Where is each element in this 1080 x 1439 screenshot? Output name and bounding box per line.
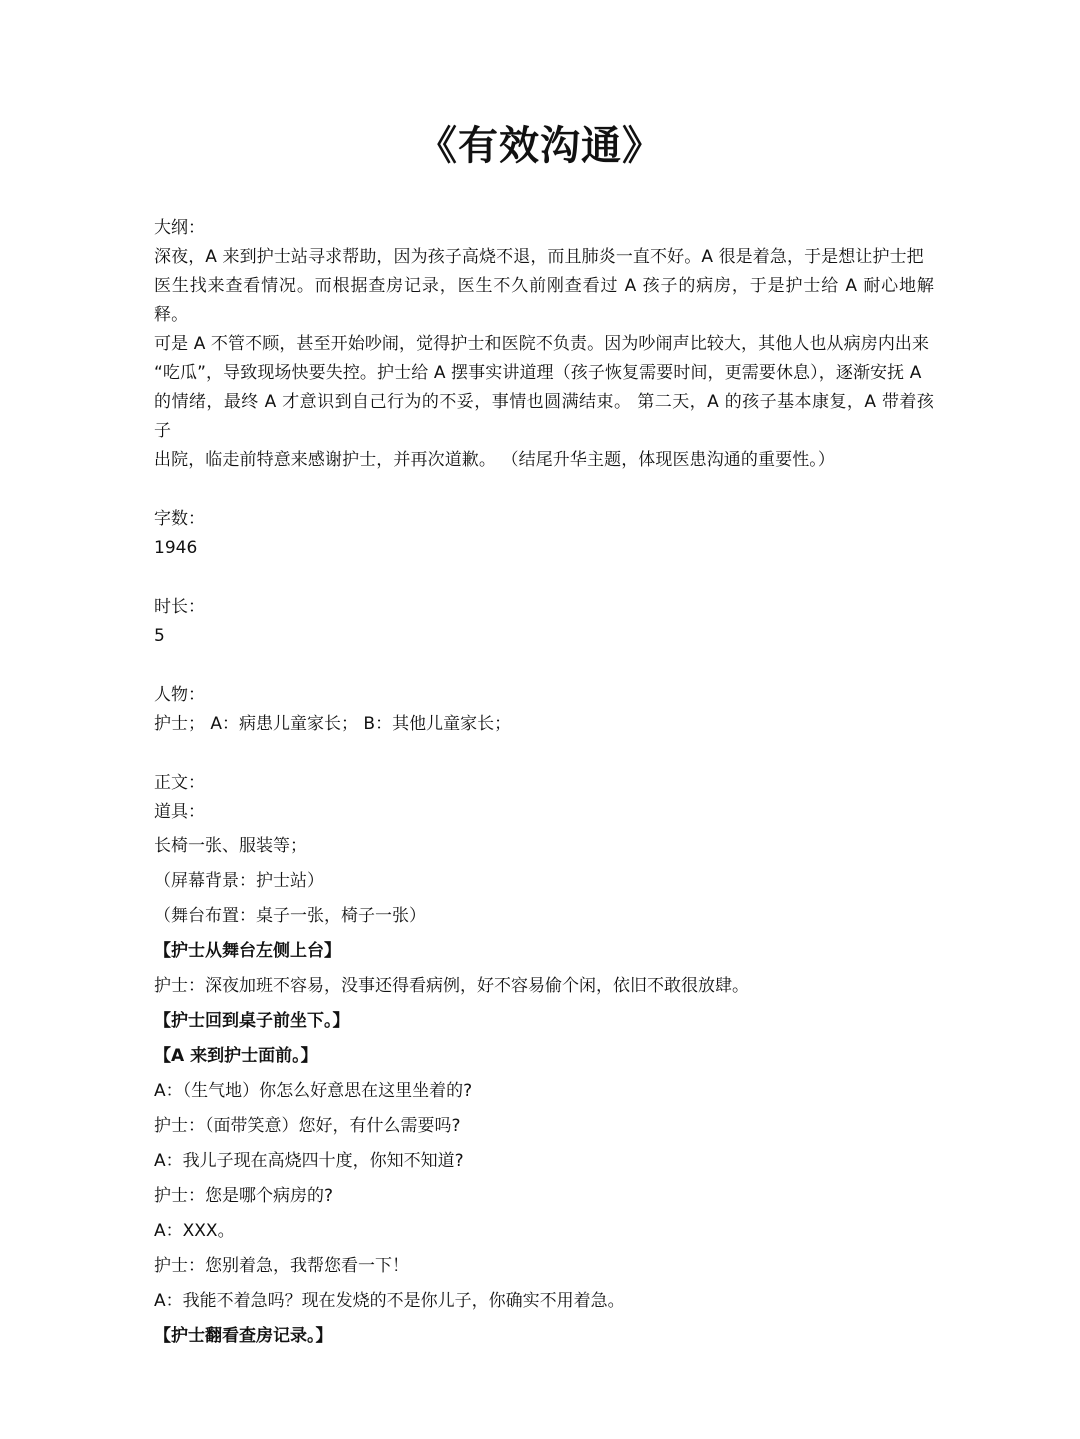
characters-value: 护士； A：病患儿童家长； B：其他儿童家长； [154, 714, 512, 734]
document-content [154, 214, 934, 1354]
stage-direction: 【护士从舞台左侧上台】 [154, 941, 341, 961]
outline-text [154, 243, 934, 475]
dialogue-line: 护士：深夜加班不容易，没事还得看病例，好不容易偷个闲，依旧不敢很放肆。 [154, 976, 749, 996]
stage-note: （屏幕背景：护士站） [154, 871, 324, 891]
stage-note: （舞台布置：桌子一张，椅子一张） [154, 906, 426, 926]
dialogue-line: 护士：（面带笑意）您好，有什么需要吗? [154, 1116, 461, 1136]
stage-direction: 【护士翻看查房记录。】 [154, 1326, 333, 1346]
outline-line: 医生找来查看情况。而根据查房记录，医生不久前刚查看过 A 孩子的病房，于是护士给 A 耐心地解释。 [154, 276, 934, 325]
dialogue-line: A：（生气地）你怎么好意思在这里坐着的? [154, 1081, 473, 1101]
dialogue-line: A：XXX。 [154, 1221, 235, 1241]
dialogue-line: 护士：您是哪个病房的? [154, 1186, 334, 1206]
outline-line: 深夜，A 来到护士站寻求帮助，因为孩子高烧不退，而且肺炎一直不好。A 很是着急，于是想让护士把 [154, 247, 924, 267]
word-count-label: 字数： [154, 509, 205, 529]
word-count-value: 1946 [154, 538, 198, 558]
outline-line: 出院，临走前特意来感谢护士，并再次道歉。 （结尾升华主题，体现医患沟通的重要性。） [154, 450, 836, 470]
dialogue-line: 护士：您别着急，我帮您看一下！ [154, 1256, 409, 1276]
duration-label: 时长： [154, 597, 205, 617]
characters-label: 人物： [154, 685, 205, 705]
props-value: 长椅一张、服装等； [154, 836, 307, 856]
body-text [154, 798, 934, 1354]
outline-line: 可是 A 不管不顾，甚至开始吵闹，觉得护士和医院不负责。因为吵闹声比较大，其他人也从病房内出来 [154, 334, 930, 354]
props-label: 道具： [154, 802, 205, 822]
outline-line: “吃瓜”，导致现场快要失控。护士给 A 摆事实讲道理（孩子恢复需要时间，更需要休息），逐渐安抚 A [154, 363, 922, 383]
outline-label: 大纲： [154, 218, 205, 238]
outline-line: 的情绪，最终 A 才意识到自己行为的不妥，事情也圆满结束。 第二天，A 的孩子基本康复，A 带着孩子 [154, 392, 934, 441]
stage-direction: 【护士回到桌子前坐下。】 [154, 1011, 350, 1031]
stage-direction: 【A 来到护士面前。】 [154, 1046, 318, 1066]
dialogue-line: A：我儿子现在高烧四十度，你知不知道? [154, 1151, 464, 1171]
body-label: 正文： [154, 773, 205, 793]
document-title: 《有效沟通》 [417, 123, 663, 169]
dialogue-line: A：我能不着急吗？现在发烧的不是你儿子，你确实不用着急。 [154, 1291, 625, 1311]
duration-value: 5 [154, 626, 165, 646]
